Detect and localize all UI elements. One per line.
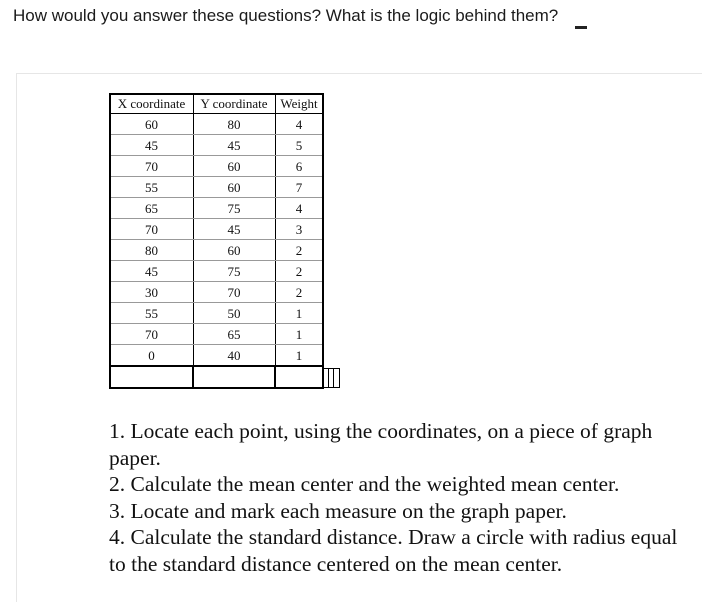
cell-y: 75 — [193, 261, 275, 282]
table-row — [110, 198, 323, 219]
table-row — [110, 177, 323, 198]
cell-x: 0 — [110, 345, 193, 367]
cell-y: 50 — [193, 303, 275, 324]
header-y-coordinate: Y coordinate — [193, 94, 275, 114]
coordinates-table — [109, 93, 324, 389]
cell-weight: 2 — [275, 240, 323, 261]
cell-weight: 6 — [275, 156, 323, 177]
cell-weight: 2 — [275, 261, 323, 282]
table-row — [110, 303, 323, 324]
header-x-coordinate: X coordinate — [110, 94, 193, 114]
cell-weight: 4 — [275, 198, 323, 219]
cell-x: 60 — [110, 114, 193, 135]
table-row — [110, 324, 323, 345]
cell-x: 45 — [110, 261, 193, 282]
cell-x: 55 — [110, 177, 193, 198]
cell-y: 70 — [193, 282, 275, 303]
table-body — [110, 114, 323, 389]
cell-y: 65 — [193, 324, 275, 345]
cell-x: 70 — [110, 219, 193, 240]
table-side-marks — [322, 368, 340, 388]
cell-weight: 5 — [275, 135, 323, 156]
cell-weight: 7 — [275, 177, 323, 198]
instruction-4: 4. Calculate the standard distance. Draw a circle with radius equal to the standard distance centered on the mean center. — [109, 525, 678, 576]
table-row — [110, 345, 323, 367]
cell-weight: 2 — [275, 282, 323, 303]
cell-y: 80 — [193, 114, 275, 135]
cell-weight: 1 — [275, 303, 323, 324]
cell-x: 45 — [110, 135, 193, 156]
cell-x: 70 — [110, 324, 193, 345]
cell-x: 70 — [110, 156, 193, 177]
instructions-list — [109, 418, 699, 577]
cell-weight: 3 — [275, 219, 323, 240]
cell-y: 45 — [193, 219, 275, 240]
cell-x: 80 — [110, 240, 193, 261]
header-weight: Weight — [275, 94, 323, 114]
table-header-row — [110, 94, 323, 114]
table-row — [110, 156, 323, 177]
cell-y: 40 — [193, 345, 275, 367]
cell-weight: 4 — [275, 114, 323, 135]
table-row — [110, 240, 323, 261]
question-text: How would you answer these questions? What is the logic behind them? — [13, 6, 559, 25]
instruction-2: 2. Calculate the mean center and the weighted mean center. — [109, 472, 620, 496]
cell-y: 60 — [193, 240, 275, 261]
cell-y: 60 — [193, 156, 275, 177]
cell-weight: 1 — [275, 324, 323, 345]
cell-y: 45 — [193, 135, 275, 156]
table-row — [110, 282, 323, 303]
cell-x: 55 — [110, 303, 193, 324]
table-row — [110, 219, 323, 240]
table-row — [110, 135, 323, 156]
empty-cell — [193, 366, 275, 388]
empty-cell — [110, 366, 193, 388]
cell-x: 65 — [110, 198, 193, 219]
cell-x: 30 — [110, 282, 193, 303]
empty-cell — [275, 366, 323, 388]
cell-y: 75 — [193, 198, 275, 219]
instruction-1: 1. Locate each point, using the coordinates, on a piece of graph paper. — [109, 419, 653, 470]
table-row — [110, 114, 323, 135]
cell-y: 60 — [193, 177, 275, 198]
table-row — [110, 261, 323, 282]
cell-weight: 1 — [275, 345, 323, 367]
text-cursor-icon — [575, 26, 587, 29]
instruction-3: 3. Locate and mark each measure on the graph paper. — [109, 498, 567, 523]
table-empty-row — [110, 366, 323, 388]
